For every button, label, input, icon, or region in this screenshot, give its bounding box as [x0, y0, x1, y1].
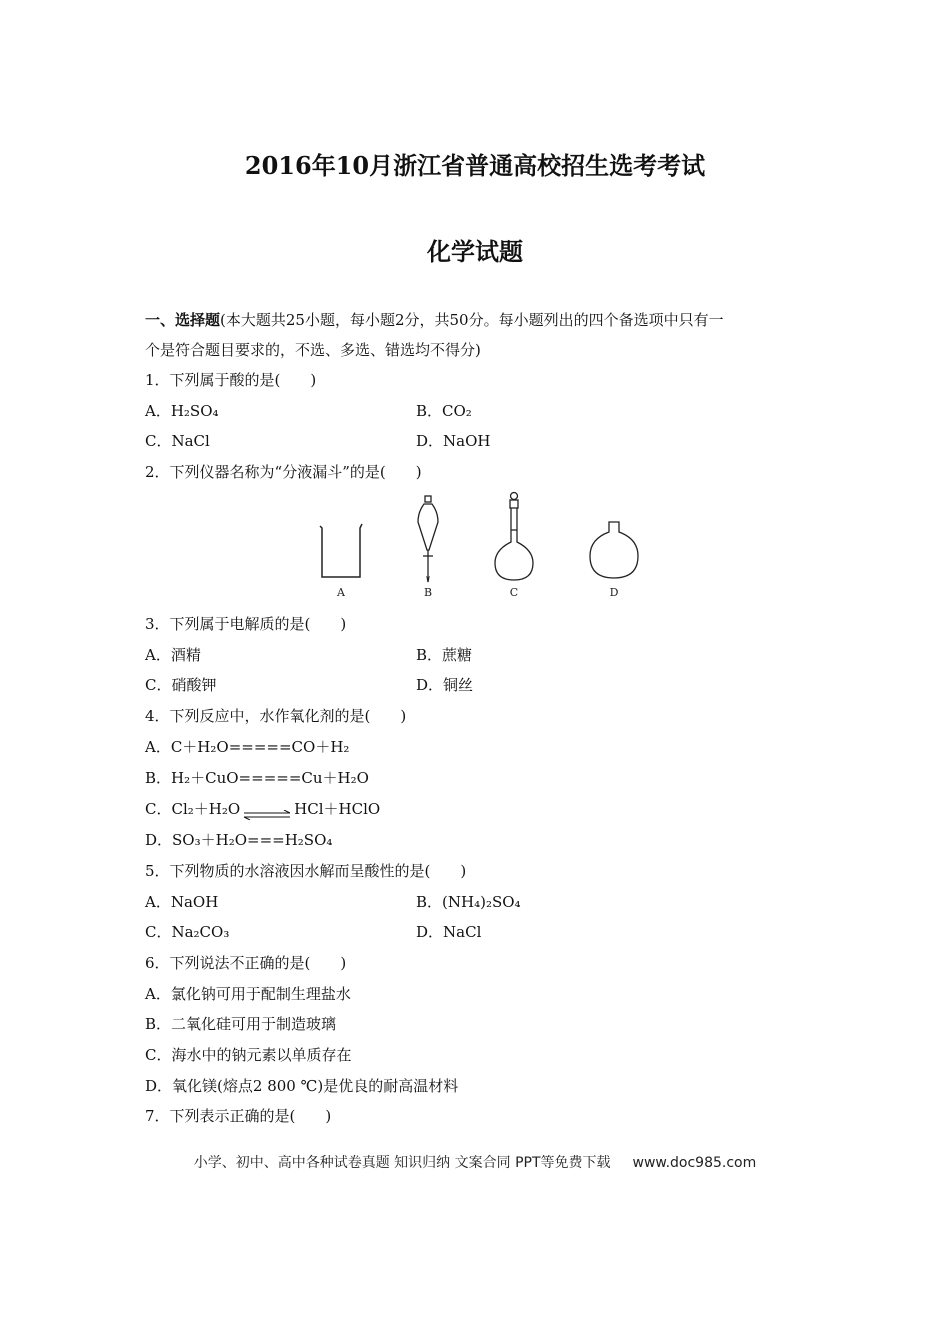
- question-7-stem: 7．下列表示正确的是( ): [145, 1107, 332, 1125]
- question-3-option-b: B．蔗糖: [416, 646, 473, 664]
- question-3-stem: 3．下列属于电解质的是( ): [145, 615, 347, 633]
- question-6-option-c: C．海水中的钠元素以单质存在: [145, 1046, 352, 1064]
- section-desc-1: (本大题共25小题，每小题2分，共50分。每小题列出的四个备选项中只有一: [220, 311, 724, 329]
- question-1-option-c: C．NaCl: [145, 432, 210, 450]
- question-6-option-d: D．氧化镁(熔点2 800 ℃)是优良的耐高温材料: [145, 1077, 459, 1095]
- question-5-option-a: A．NaOH: [145, 893, 219, 911]
- figure-label-c: C: [509, 586, 519, 599]
- figure-label-d: D: [609, 586, 619, 599]
- page-footer: [0, 1152, 950, 1172]
- question-2-stem: 2．下列仪器名称为“分液漏斗”的是( ): [145, 463, 422, 481]
- question-6-option-a: A．氯化钠可用于配制生理盐水: [145, 985, 351, 1003]
- section-desc-2: 个是符合题目要求的，不选、多选、错选均不得分): [145, 341, 481, 359]
- question-6-option-b: B．二氧化硅可用于制造玻璃: [145, 1015, 337, 1033]
- question-3-option-c: C．硝酸钾: [145, 676, 217, 694]
- question-4-option-c-left: C．Cl₂＋H₂O: [145, 800, 241, 818]
- question-1-option-d: D．NaOH: [416, 432, 491, 450]
- question-5-stem: 5．下列物质的水溶液因水解而呈酸性的是( ): [145, 862, 467, 880]
- figure-label-a: A: [337, 586, 345, 599]
- question-3-option-a: A．酒精: [145, 646, 201, 664]
- question-3-option-d: D．铜丝: [416, 676, 474, 694]
- glassware-figure: [300, 490, 660, 605]
- question-6-stem: 6．下列说法不正确的是( ): [145, 954, 347, 972]
- exam-title: 2016年10月浙江省普通高校招生选考考试: [244, 151, 706, 180]
- question-4-option-b: B．H₂＋CuO=====Cu＋H₂O: [145, 769, 369, 787]
- beaker-figure: [320, 524, 362, 577]
- question-4-stem: 4．下列反应中，水作氧化剂的是( ): [145, 707, 407, 725]
- question-1-option-b: B．CO₂: [416, 402, 472, 420]
- question-1-stem: 1．下列属于酸的是( ): [145, 371, 317, 389]
- question-4-option-c-right: HCl＋HClO: [294, 800, 381, 818]
- section-label: 一、选择题: [145, 311, 221, 329]
- question-5-option-c: C．Na₂CO₃: [145, 923, 230, 941]
- footer-link[interactable]: www.doc985.com: [632, 1155, 757, 1171]
- reversible-arrow-icon: [242, 805, 292, 815]
- exam-subtitle: 化学试题: [427, 237, 523, 266]
- question-5-option-b: B．(NH₄)₂SO₄: [416, 893, 521, 911]
- volumetric-flask-figure: [495, 493, 533, 581]
- figure-label-b: B: [423, 586, 433, 599]
- question-4-option-c: [145, 799, 380, 819]
- question-5-option-d: D．NaCl: [416, 923, 482, 941]
- round-bottom-flask-figure: [590, 522, 638, 578]
- separatory-funnel-figure: [418, 496, 438, 582]
- footer-text: 小学、初中、高中各种试卷真题 知识归纳 文案合同 PPT等免费下载: [193, 1155, 611, 1171]
- question-4-option-a: A．C＋H₂O=====CO＋H₂: [145, 738, 350, 756]
- question-4-option-d: D．SO₃＋H₂O===H₂SO₄: [145, 831, 333, 849]
- question-1-option-a: A．H₂SO₄: [145, 402, 219, 420]
- section-header: [145, 310, 724, 330]
